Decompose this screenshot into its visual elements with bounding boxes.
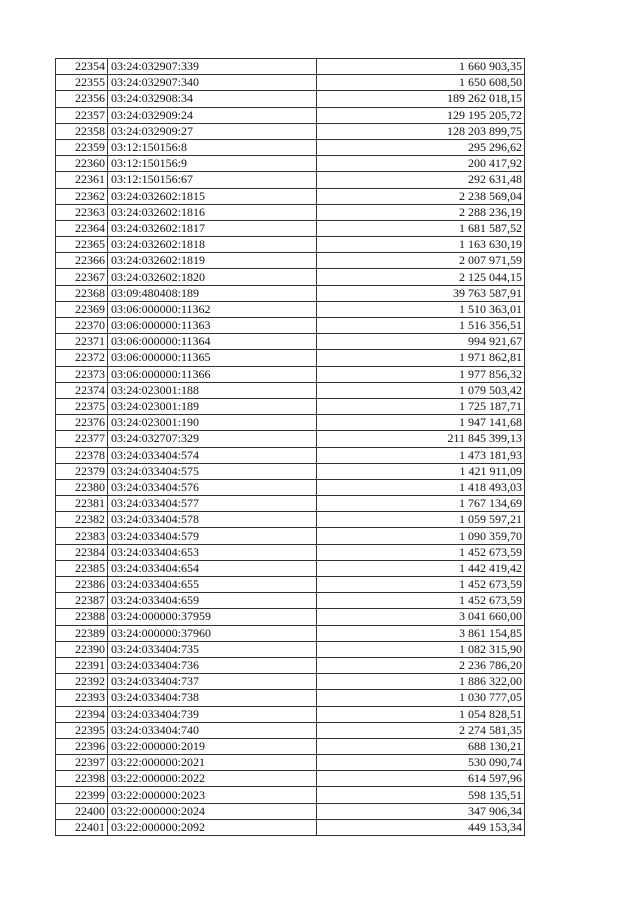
cadastral-number-cell: 03:24:033404:653 xyxy=(108,544,317,560)
row-number-cell: 22382 xyxy=(56,512,108,528)
value-cell: 2 238 569,04 xyxy=(317,188,525,204)
row-number-cell: 22376 xyxy=(56,415,108,431)
row-number-cell: 22360 xyxy=(56,156,108,172)
row-number-cell: 22373 xyxy=(56,366,108,382)
table-row xyxy=(56,415,525,431)
row-number-cell: 22393 xyxy=(56,690,108,706)
row-number-cell: 22356 xyxy=(56,91,108,107)
table-row xyxy=(56,787,525,803)
value-cell: 1 163 630,19 xyxy=(317,237,525,253)
table-row xyxy=(56,706,525,722)
row-number-cell: 22381 xyxy=(56,496,108,512)
row-number-cell: 22401 xyxy=(56,819,108,835)
table-row xyxy=(56,220,525,236)
table-row xyxy=(56,593,525,609)
cadastral-number-cell: 03:22:000000:2024 xyxy=(108,803,317,819)
row-number-cell: 22391 xyxy=(56,657,108,673)
row-number-cell: 22389 xyxy=(56,625,108,641)
row-number-cell: 22395 xyxy=(56,722,108,738)
value-cell: 1 510 363,01 xyxy=(317,301,525,317)
value-cell: 1 767 134,69 xyxy=(317,496,525,512)
cadastral-number-cell: 03:06:000000:11366 xyxy=(108,366,317,382)
table-row xyxy=(56,156,525,172)
value-cell: 1 452 673,59 xyxy=(317,593,525,609)
value-cell: 3 861 154,85 xyxy=(317,625,525,641)
row-number-cell: 22383 xyxy=(56,528,108,544)
table-row xyxy=(56,139,525,155)
value-cell: 128 203 899,75 xyxy=(317,123,525,139)
row-number-cell: 22362 xyxy=(56,188,108,204)
table-row xyxy=(56,512,525,528)
cadastral-number-cell: 03:24:033404:659 xyxy=(108,593,317,609)
cadastral-number-cell: 03:06:000000:11365 xyxy=(108,350,317,366)
row-number-cell: 22399 xyxy=(56,787,108,803)
value-cell: 292 631,48 xyxy=(317,172,525,188)
cadastral-number-cell: 03:24:032907:339 xyxy=(108,59,317,75)
value-cell: 2 125 044,15 xyxy=(317,269,525,285)
cadastral-number-cell: 03:24:033404:740 xyxy=(108,722,317,738)
table-row xyxy=(56,641,525,657)
row-number-cell: 22377 xyxy=(56,431,108,447)
row-number-cell: 22385 xyxy=(56,560,108,576)
value-cell: 347 906,34 xyxy=(317,803,525,819)
table-row xyxy=(56,59,525,75)
row-number-cell: 22365 xyxy=(56,237,108,253)
table-row xyxy=(56,334,525,350)
table-row xyxy=(56,237,525,253)
value-cell: 129 195 205,72 xyxy=(317,107,525,123)
row-number-cell: 22370 xyxy=(56,318,108,334)
value-cell: 2 007 971,59 xyxy=(317,253,525,269)
row-number-cell: 22367 xyxy=(56,269,108,285)
value-cell: 1 059 597,21 xyxy=(317,512,525,528)
table-row xyxy=(56,496,525,512)
row-number-cell: 22398 xyxy=(56,771,108,787)
value-cell: 1 886 322,00 xyxy=(317,674,525,690)
cadastral-number-cell: 03:22:000000:2092 xyxy=(108,819,317,835)
table-row xyxy=(56,803,525,819)
row-number-cell: 22354 xyxy=(56,59,108,75)
table-row xyxy=(56,771,525,787)
value-cell: 1 473 181,93 xyxy=(317,447,525,463)
cadastral-number-cell: 03:24:033404:738 xyxy=(108,690,317,706)
row-number-cell: 22361 xyxy=(56,172,108,188)
cadastral-number-cell: 03:24:033404:654 xyxy=(108,560,317,576)
cadastral-number-cell: 03:24:032909:24 xyxy=(108,107,317,123)
table-row xyxy=(56,819,525,835)
cadastral-number-cell: 03:12:150156:67 xyxy=(108,172,317,188)
cadastral-number-cell: 03:24:023001:189 xyxy=(108,398,317,414)
cadastral-number-cell: 03:24:033404:736 xyxy=(108,657,317,673)
value-cell: 1 079 503,42 xyxy=(317,382,525,398)
row-number-cell: 22396 xyxy=(56,738,108,754)
cadastral-number-cell: 03:24:032602:1819 xyxy=(108,253,317,269)
row-number-cell: 22358 xyxy=(56,123,108,139)
cadastral-number-cell: 03:22:000000:2022 xyxy=(108,771,317,787)
row-number-cell: 22359 xyxy=(56,139,108,155)
table-row xyxy=(56,755,525,771)
cadastral-number-cell: 03:24:032909:27 xyxy=(108,123,317,139)
value-cell: 598 135,51 xyxy=(317,787,525,803)
value-cell: 39 763 587,91 xyxy=(317,285,525,301)
value-cell: 1 418 493,03 xyxy=(317,479,525,495)
cadastral-number-cell: 03:24:032602:1815 xyxy=(108,188,317,204)
cadastral-number-cell: 03:06:000000:11363 xyxy=(108,318,317,334)
row-number-cell: 22392 xyxy=(56,674,108,690)
value-cell: 449 153,34 xyxy=(317,819,525,835)
row-number-cell: 22384 xyxy=(56,544,108,560)
cadastral-number-cell: 03:24:023001:188 xyxy=(108,382,317,398)
cadastral-number-cell: 03:24:032602:1820 xyxy=(108,269,317,285)
cadastral-number-cell: 03:09:480408:189 xyxy=(108,285,317,301)
value-cell: 2 288 236,19 xyxy=(317,204,525,220)
table-row xyxy=(56,738,525,754)
cadastral-number-cell: 03:22:000000:2021 xyxy=(108,755,317,771)
row-number-cell: 22355 xyxy=(56,75,108,91)
cadastral-number-cell: 03:24:033404:574 xyxy=(108,447,317,463)
value-cell: 295 296,62 xyxy=(317,139,525,155)
table-row xyxy=(56,657,525,673)
value-cell: 3 041 660,00 xyxy=(317,609,525,625)
table-row xyxy=(56,253,525,269)
value-cell: 1 030 777,05 xyxy=(317,690,525,706)
row-number-cell: 22387 xyxy=(56,593,108,609)
table-row xyxy=(56,188,525,204)
value-cell: 1 977 856,32 xyxy=(317,366,525,382)
cadastral-number-cell: 03:24:032707:329 xyxy=(108,431,317,447)
cadastral-value-table xyxy=(55,58,525,836)
table-row xyxy=(56,609,525,625)
value-cell: 200 417,92 xyxy=(317,156,525,172)
cadastral-number-cell: 03:24:033404:737 xyxy=(108,674,317,690)
row-number-cell: 22380 xyxy=(56,479,108,495)
row-number-cell: 22378 xyxy=(56,447,108,463)
cadastral-number-cell: 03:24:033404:576 xyxy=(108,479,317,495)
cadastral-number-cell: 03:06:000000:11362 xyxy=(108,301,317,317)
cadastral-number-cell: 03:24:032907:340 xyxy=(108,75,317,91)
value-cell: 530 090,74 xyxy=(317,755,525,771)
cadastral-number-cell: 03:24:000000:37960 xyxy=(108,625,317,641)
value-cell: 688 130,21 xyxy=(317,738,525,754)
table-row xyxy=(56,560,525,576)
value-cell: 1 452 673,59 xyxy=(317,577,525,593)
table-row xyxy=(56,107,525,123)
table-row xyxy=(56,91,525,107)
cadastral-number-cell: 03:24:033404:575 xyxy=(108,463,317,479)
table-row xyxy=(56,463,525,479)
cadastral-number-cell: 03:24:032602:1816 xyxy=(108,204,317,220)
table-row xyxy=(56,204,525,220)
table-row xyxy=(56,75,525,91)
table-row xyxy=(56,366,525,382)
row-number-cell: 22366 xyxy=(56,253,108,269)
table-row xyxy=(56,479,525,495)
table-row xyxy=(56,431,525,447)
table-row xyxy=(56,690,525,706)
table-row xyxy=(56,528,525,544)
row-number-cell: 22357 xyxy=(56,107,108,123)
cadastral-number-cell: 03:06:000000:11364 xyxy=(108,334,317,350)
row-number-cell: 22372 xyxy=(56,350,108,366)
value-cell: 1 660 903,35 xyxy=(317,59,525,75)
row-number-cell: 22388 xyxy=(56,609,108,625)
table-row xyxy=(56,674,525,690)
cadastral-number-cell: 03:24:033404:579 xyxy=(108,528,317,544)
table-row xyxy=(56,625,525,641)
row-number-cell: 22390 xyxy=(56,641,108,657)
row-number-cell: 22375 xyxy=(56,398,108,414)
value-cell: 1 421 911,09 xyxy=(317,463,525,479)
row-number-cell: 22374 xyxy=(56,382,108,398)
table-row xyxy=(56,382,525,398)
table-row xyxy=(56,398,525,414)
table-body xyxy=(56,59,525,836)
table-row xyxy=(56,269,525,285)
cadastral-number-cell: 03:24:033404:578 xyxy=(108,512,317,528)
value-cell: 1 516 356,51 xyxy=(317,318,525,334)
value-cell: 1 054 828,51 xyxy=(317,706,525,722)
row-number-cell: 22386 xyxy=(56,577,108,593)
cadastral-number-cell: 03:24:033404:739 xyxy=(108,706,317,722)
table-row xyxy=(56,172,525,188)
table-row xyxy=(56,301,525,317)
value-cell: 1 681 587,52 xyxy=(317,220,525,236)
table-row xyxy=(56,350,525,366)
table-row xyxy=(56,285,525,301)
cadastral-number-cell: 03:24:000000:37959 xyxy=(108,609,317,625)
table-row xyxy=(56,722,525,738)
table-row xyxy=(56,318,525,334)
cadastral-number-cell: 03:24:032602:1818 xyxy=(108,237,317,253)
table-row xyxy=(56,123,525,139)
value-cell: 211 845 399,13 xyxy=(317,431,525,447)
value-cell: 1 725 187,71 xyxy=(317,398,525,414)
value-cell: 1 442 419,42 xyxy=(317,560,525,576)
row-number-cell: 22400 xyxy=(56,803,108,819)
value-cell: 1 947 141,68 xyxy=(317,415,525,431)
cadastral-number-cell: 03:24:033404:577 xyxy=(108,496,317,512)
cadastral-number-cell: 03:24:023001:190 xyxy=(108,415,317,431)
row-number-cell: 22368 xyxy=(56,285,108,301)
cadastral-number-cell: 03:22:000000:2019 xyxy=(108,738,317,754)
value-cell: 1 452 673,59 xyxy=(317,544,525,560)
value-cell: 1 082 315,90 xyxy=(317,641,525,657)
table-row xyxy=(56,447,525,463)
table-row xyxy=(56,577,525,593)
value-cell: 614 597,96 xyxy=(317,771,525,787)
table-row xyxy=(56,544,525,560)
value-cell: 1 090 359,70 xyxy=(317,528,525,544)
value-cell: 1 971 862,81 xyxy=(317,350,525,366)
value-cell: 189 262 018,15 xyxy=(317,91,525,107)
row-number-cell: 22379 xyxy=(56,463,108,479)
cadastral-number-cell: 03:24:032908:34 xyxy=(108,91,317,107)
row-number-cell: 22363 xyxy=(56,204,108,220)
value-cell: 2 274 581,35 xyxy=(317,722,525,738)
cadastral-number-cell: 03:24:033404:655 xyxy=(108,577,317,593)
value-cell: 2 236 786,20 xyxy=(317,657,525,673)
cadastral-number-cell: 03:22:000000:2023 xyxy=(108,787,317,803)
cadastral-number-cell: 03:12:150156:9 xyxy=(108,156,317,172)
cadastral-number-cell: 03:24:033404:735 xyxy=(108,641,317,657)
cadastral-number-cell: 03:12:150156:8 xyxy=(108,139,317,155)
row-number-cell: 22394 xyxy=(56,706,108,722)
row-number-cell: 22371 xyxy=(56,334,108,350)
value-cell: 994 921,67 xyxy=(317,334,525,350)
row-number-cell: 22369 xyxy=(56,301,108,317)
cadastral-number-cell: 03:24:032602:1817 xyxy=(108,220,317,236)
row-number-cell: 22364 xyxy=(56,220,108,236)
value-cell: 1 650 608,50 xyxy=(317,75,525,91)
row-number-cell: 22397 xyxy=(56,755,108,771)
